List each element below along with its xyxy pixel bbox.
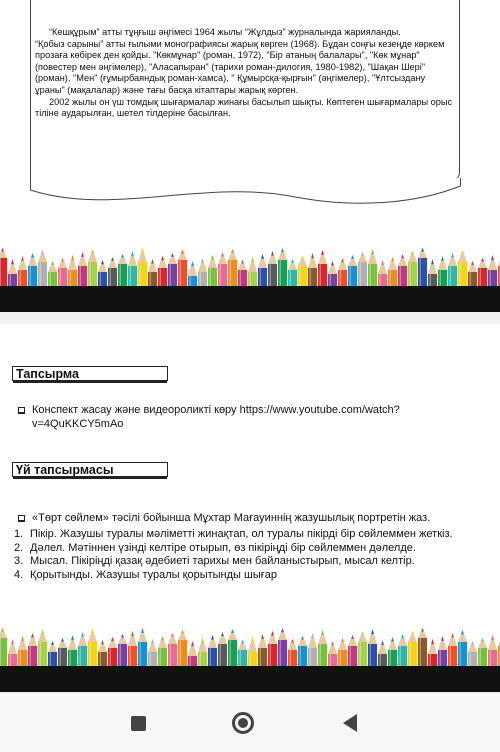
pencils-decoration-bottom (0, 620, 500, 692)
slide-biography (0, 0, 500, 312)
home-button[interactable] (231, 711, 255, 735)
list-item: 1. Пікір. Жазушы туралы мәліметті жинақтап, ол туралы пікірді бір сөйлеммен жеткіз. (14, 528, 453, 540)
biography-text (35, 27, 455, 120)
system-navigation-bar (0, 692, 500, 752)
task-bullet (18, 404, 458, 431)
homework-intro: «Төрт сөйлем» тәсілі бойынша Мұхтар Мағауиннің жазушылық портретін жаз. (32, 512, 431, 524)
paragraph-2: “Қобыз сарыны” атты ғылыми монографиясы жарық көрген (1968). Бұдан соңғы кезеңде көркем прозаға көбірек ден қойды. "Көкмұнар" (роман, 1972), "Бір атаның балалары", "Көк мұнар" (повестер мен әңгімелер), "Аласапыран" (тарихи роман-дилогия, 1980-1982), "Шақан Шері" (роман), "Мен" (ғұмырбаяндық роман-хамса), " Құмырсқа-қырғын" (әңгімелер), "Ұлтсыздану ұраны" (мақалалар) және тағы басқа кітаптары жарық көрген. (35, 38, 445, 95)
homework-heading: Үй тапсырмасы (12, 462, 168, 477)
slide-title (31, 0, 461, 1)
list-item: 3. Мысал. Пікіріңді қазақ әдебиеті тарихы мен байланыстырып, мысал келтір. (14, 555, 415, 568)
note-wave-bottom (30, 178, 461, 218)
home-circle-icon (232, 712, 254, 734)
list-item: 2. Дәлел. Мәтіннен үзінді келтіре отырып, өз пікіріңді бір сөйлеммен дәлелде. (14, 541, 416, 554)
back-button[interactable] (338, 711, 362, 735)
checkbox-bullet-icon (18, 515, 25, 522)
checkbox-bullet-icon (18, 407, 25, 414)
homework-bullet (18, 512, 488, 526)
slide-tasks (0, 324, 500, 692)
paragraph-1: “Кешқұрым” атты тұңғыш әңгімесі 1964 жылы “Жұлдыз” журналында жарияланды. (49, 27, 401, 37)
pencils-decoration-top (0, 240, 500, 312)
list-item: 4. Қорытынды. Жазушы туралы қорытынды шығар (14, 568, 277, 581)
back-triangle-icon (343, 714, 357, 732)
task-text: Конспект жасау және видеороликті көру https://www.youtube.com/watch?v=4QuKKCY5mAo (32, 404, 400, 430)
homework-steps (14, 528, 474, 582)
text-note-box (30, 0, 460, 182)
task-heading: Тапсырма (12, 366, 168, 381)
slide-separator (0, 312, 500, 324)
paragraph-3: 2002 жылы он үш томдық шығармалар жинағы басылып шықты. Көптеген шығармалары орыс тіліне аударылған, шетел тілдеріне басылған. (35, 96, 453, 119)
recent-apps-button[interactable] (126, 711, 150, 735)
stop-square-icon (131, 716, 146, 731)
